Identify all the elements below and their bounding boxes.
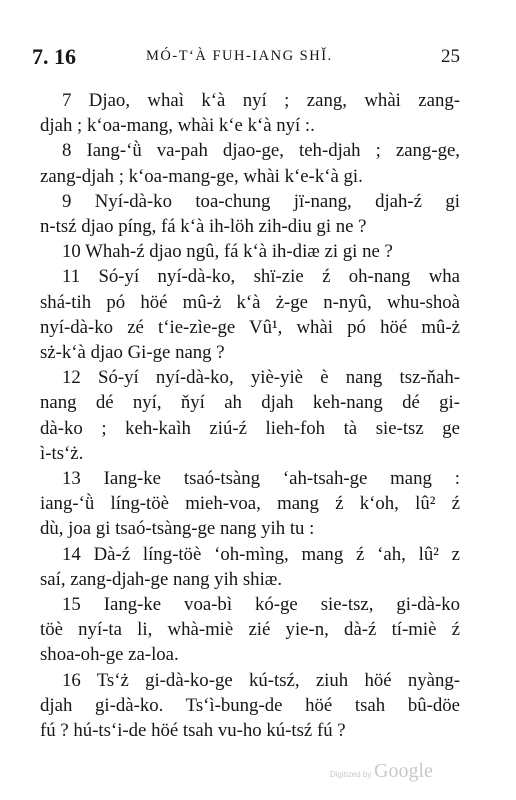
running-title: MÓ-T‘À FUH-IANG SHǏ. [146, 48, 333, 64]
verse-line: töè nyí-ta li, whà-miè zié yie-n, dà-ź tí-miè ź [40, 619, 460, 641]
verse-line: zang-djah ; k‘oa-mang-ge, whài k‘e-k‘à gi. [40, 165, 363, 187]
verse-line: dà-ko ; keh-kaìh ziú-ź lieh-foh tà sie-tsz ge [40, 417, 460, 439]
verse-line: nyí-dà-ko zé t‘ie-zìe-ge Vû¹, whài pó höé mû-ż [40, 316, 460, 338]
digitized-by-label: Digitized by [330, 770, 372, 779]
verse-line: fú ? hú-ts‘i-de höé tsah vu-ho kú-tsź fú ? [40, 720, 346, 742]
page-header [32, 44, 460, 68]
verse-line: 11 Só-yí nyí-dà-ko, shï-zie ź oh-nang wha [62, 266, 460, 288]
verse-line: djah ; k‘oa-mang, whài k‘e k‘à nyí :. [40, 115, 315, 137]
chapter-verse-ref: 7. 16 [32, 44, 76, 69]
page-number: 25 [441, 46, 460, 67]
verse-line: 7 Djao, whaì k‘à nyí ; zang, whài zang- [62, 90, 460, 111]
verse [40, 138, 460, 188]
google-logo: Google [374, 760, 433, 782]
verse-line: shoa-oh-ge za-loa. [40, 644, 179, 666]
verse-line: dù, joa gi tsaó-tsàng-ge nang yih tu : [40, 518, 315, 540]
verse-line: n-tsź djao píng, fá k‘à ih-löh zih-diu gi ne ? [40, 216, 367, 238]
verse [40, 239, 460, 264]
verse [40, 592, 460, 668]
verse [40, 466, 460, 542]
verse [40, 264, 460, 365]
verse-line: ì-ts‘ż. [40, 442, 84, 464]
verse [40, 189, 460, 239]
verse-line: iang-‘ǜ líng-töè mieh-voa, mang ź k‘oh, lû² ź [40, 493, 460, 515]
verse [40, 668, 460, 744]
verse-line: shá-tih pó höé mû-ż k‘à ż-ge n-nyû, whu-shoà [40, 291, 460, 313]
verse-line: 9 Nyí-dà-ko toa-chung jï-nang, djah-ź gi [62, 190, 460, 212]
verse-line: saí, zang-djah-ge nang yih shiæ. [40, 568, 283, 590]
verse-line: sż-k‘à djao Gi-ge nang ? [40, 342, 225, 364]
verse-line: 13 Iang-ke tsaó-tsàng ‘ah-tsah-ge mang : [62, 468, 460, 490]
verse-line: 15 Iang-ke voa-bì kó-ge sie-tsz, gi-dà-ko [62, 594, 460, 616]
verse-line: 16 Ts‘ż gi-dà-ko-ge kú-tsź, ziuh höé nyàng- [62, 669, 460, 691]
verse-line: 8 Iang-‘ǜ va-pah djao-ge, teh-djah ; zang-ge, [62, 140, 460, 162]
body-text [40, 88, 460, 743]
verse-line: 14 Dà-ź líng-töè ‘oh-mìng, mang ź ‘ah, lû² z [62, 543, 460, 565]
digitized-watermark [330, 762, 440, 784]
verse-line: 10 Whah-ź djao ngû, fá k‘à ih-diæ zi gi ne ? [62, 241, 393, 263]
verse-line: djah gi-dà-ko. Ts‘ì-bung-de höé tsah bû-döe [40, 694, 460, 716]
verse [40, 542, 460, 592]
verse [40, 365, 460, 466]
verse [40, 88, 460, 138]
verse-line: nang dé nyí, ňyí ah djah keh-nang dé gi- [40, 392, 460, 414]
verse-line: 12 Só-yí nyí-dà-ko, yiè-yiè è nang tsz-ňah- [62, 367, 460, 389]
